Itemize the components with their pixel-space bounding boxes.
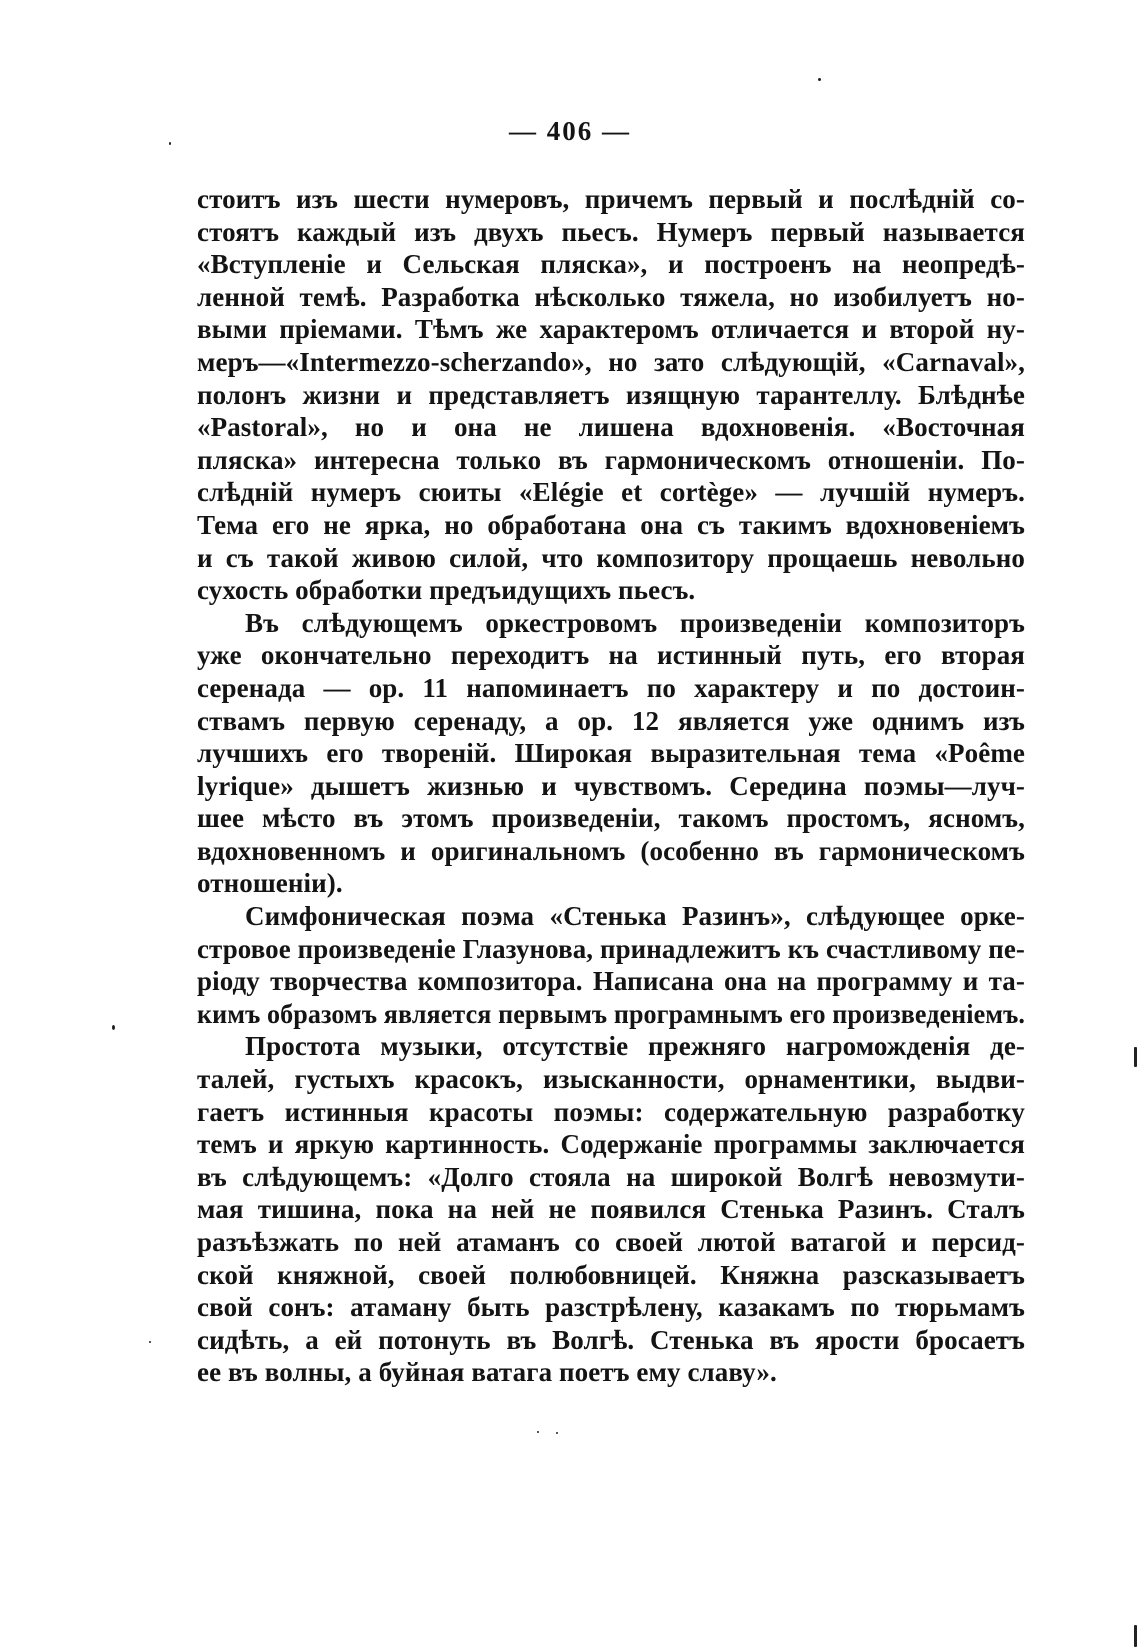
text-line: вдохновенномъ и оригинальномъ (особенно въ гармоническомъ — [197, 835, 1025, 866]
text-line: «Вступленіе и Сельская пляска», и построенъ на неопредѣ- — [197, 249, 1025, 280]
text-line: серенада — op. 11 напоминаетъ по характеру и по достоин- — [197, 672, 1025, 703]
text-line: ріоду творчества композитора. Написана она на программу и та- — [197, 966, 1025, 997]
text-line: полонъ жизни и представляетъ изящную тарантеллу. Блѣднѣе — [197, 379, 1025, 410]
text-line: стоитъ изъ шести нумеровъ, причемъ первый и послѣдній со- — [197, 184, 1025, 214]
text-line: слѣдній нумеръ сюиты «Elégie et cortège» — лучшій нумеръ. — [197, 477, 1025, 508]
text-line: свой сонъ: атаману быть разстрѣлену, казакамъ по тюрьмамъ — [197, 1292, 1025, 1323]
text-line: пляска» интересна только въ гармоническомъ отношеніи. По- — [197, 444, 1025, 475]
text-line: Простота музыки, отсутствіе прежняго нагроможденія де- — [245, 1031, 1025, 1062]
text-line: разъѣзжать по ней атаманъ со своей лютой ватагой и персид- — [197, 1227, 1025, 1257]
text-line: уже окончательно переходитъ на истинный путь, его вторая — [197, 640, 1025, 671]
text-line: «Pastoral», но и она не лишена вдохновенія. «Восточная — [197, 412, 1025, 443]
text-line: отношеніи). — [197, 868, 343, 899]
scan-speck — [537, 1431, 539, 1433]
text-line: ее въ волны, а буйная ватага поетъ ему славу». — [197, 1357, 777, 1388]
text-line: лучшихъ его твореній. Широкая выразительная тема «Poême — [197, 738, 1025, 769]
scan-speck — [818, 78, 821, 81]
scan-speck — [1134, 1625, 1137, 1647]
text-line: ской княжной, своей полюбовницей. Княжна разсказываетъ — [197, 1259, 1025, 1290]
text-line: стоятъ каждый изъ двухъ пьесъ. Нумеръ первый называется — [197, 216, 1025, 247]
page-number: — 406 — — [509, 116, 631, 146]
text-line: Симфоническая поэма «Стенька Разинъ», слѣдующее орке- — [245, 901, 1025, 932]
text-line: мая тишина, пока на ней не появился Стенька Разинъ. Сталъ — [197, 1194, 1025, 1225]
text-line: сидѣть, а ей потонуть въ Волгѣ. Стенька въ ярости бросаетъ — [197, 1324, 1025, 1355]
text-line: талей, густыхъ красокъ, изысканности, орнаментики, выдви- — [197, 1064, 1025, 1095]
text-line: выми пріемами. Тѣмъ же характеромъ отличается и второй ну- — [197, 314, 1025, 345]
text-line: ствамъ первую серенаду, а op. 12 является уже однимъ изъ — [197, 705, 1025, 736]
text-line: темъ и яркую картинность. Содержаніе программы заключается — [197, 1129, 1025, 1160]
text-line: гаетъ истинныя красоты поэмы: содержательную разработку — [197, 1096, 1025, 1127]
scan-speck — [149, 1341, 151, 1343]
text-line: стровое произведеніе Глазунова, принадлежитъ къ счастливому пе- — [197, 933, 1025, 964]
text-line: сухость обработки предъидущихъ пьесъ. — [197, 575, 696, 606]
scan-speck — [112, 1025, 115, 1030]
text-line: меръ—«Intermezzo-scherzando», но зато слѣдующій, «Carnaval», — [197, 346, 1025, 377]
text-line: и съ такой живою силой, что композитору прощаешь невольно — [197, 542, 1025, 573]
text-line: кимъ образомъ является первымъ програмнымъ его произведеніемъ. — [197, 998, 1025, 1029]
text-line: Тема его не ярка, но обработана она съ такимъ вдохновеніемъ — [197, 509, 1025, 540]
scan-speck — [556, 1432, 558, 1434]
text-line: ленной темѣ. Разработка нѣсколько тяжела, но изобилуетъ но- — [197, 281, 1025, 312]
text-line: lyrique» дышетъ жизнью и чувствомъ. Середина поэмы—луч- — [197, 770, 1025, 801]
body-text — [197, 183, 1025, 1389]
text-line: шее мѣсто въ этомъ произведеніи, такомъ простомъ, ясномъ, — [197, 803, 1025, 834]
text-line: въ слѣдующемъ: «Долго стояла на широкой Волгѣ невозмути- — [197, 1161, 1025, 1192]
scan-speck — [1134, 1047, 1137, 1067]
scan-speck — [169, 142, 171, 145]
text-line: Въ слѣдующемъ оркестровомъ произведеніи композиторъ — [245, 607, 1025, 638]
